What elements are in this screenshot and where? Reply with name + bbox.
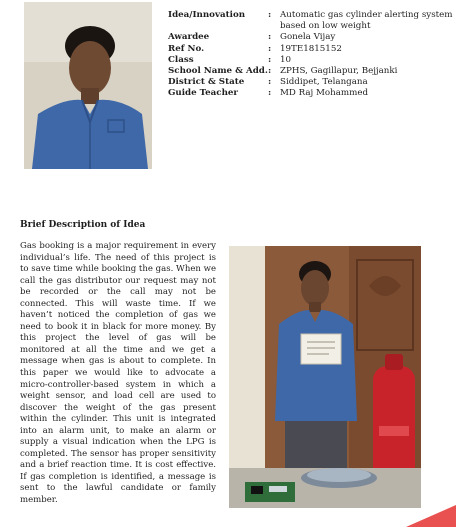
corner-accent-shape <box>406 505 456 527</box>
info-separator: : <box>268 88 272 99</box>
info-separator: : <box>268 77 272 88</box>
info-row-ref-no <box>168 44 454 55</box>
info-value: ZPHS, Gagillapur, Bejjanki <box>280 66 398 77</box>
info-separator: : <box>268 10 272 20</box>
info-row-district <box>168 77 454 88</box>
info-row-idea <box>168 10 454 32</box>
info-separator: : <box>268 32 272 43</box>
info-separator: : <box>268 66 272 77</box>
info-value: Gonela Vijay <box>280 32 336 43</box>
info-value: Siddipet, Telangana <box>280 77 368 88</box>
info-value: MD Raj Mohammed <box>280 88 369 99</box>
info-row-school <box>168 66 454 77</box>
info-value: 10 <box>280 54 292 65</box>
info-value: Automatic gas cylinder alerting system based on low weight <box>280 10 453 32</box>
info-separator: : <box>268 43 272 54</box>
awardee-info-table <box>168 10 454 100</box>
info-key: Guide Teacher <box>168 88 238 99</box>
info-key: Class <box>168 54 194 65</box>
info-row-awardee <box>168 32 454 43</box>
info-key: Idea/Innovation <box>168 10 246 20</box>
info-row-guide-teacher <box>168 88 454 99</box>
info-separator: : <box>268 54 272 65</box>
info-key: School Name & Add. <box>168 66 268 77</box>
section-title: Brief Description of Idea <box>20 220 146 230</box>
info-row-class <box>168 55 454 66</box>
info-key: District & State <box>168 77 245 88</box>
info-key: Awardee <box>168 32 210 43</box>
project-demo-photo <box>229 246 421 508</box>
info-value: 19TE1815152 <box>280 43 342 54</box>
info-key: Ref No. <box>168 43 205 54</box>
idea-description: Gas booking is a major requirement in every individual’s life. The need of this project is to save time while booking the gas. When we call the gas distributor our request may not be recorded or the call may not be connected. This will waste time. If we haven’t noticed the completion of gas we need to book it in black for more money. By this project the level of gas will be monitored at all the time and we get a message when gas is about to complete. In this paper we would like to advocate a micro-controller-based system in which a weight sensor, and load cell are used to discover the weight of the gas present within the cylinder. This unit is integrated into an alarm unit, to make an alarm or supply a visual indication when the LPG is completed. The sensor has proper sensitivity and a brief reaction time. It is cost effective. If gas completion is identified, a message is sent to the lawful candidate or family member. <box>20 241 216 506</box>
awardee-portrait-photo <box>24 2 152 169</box>
